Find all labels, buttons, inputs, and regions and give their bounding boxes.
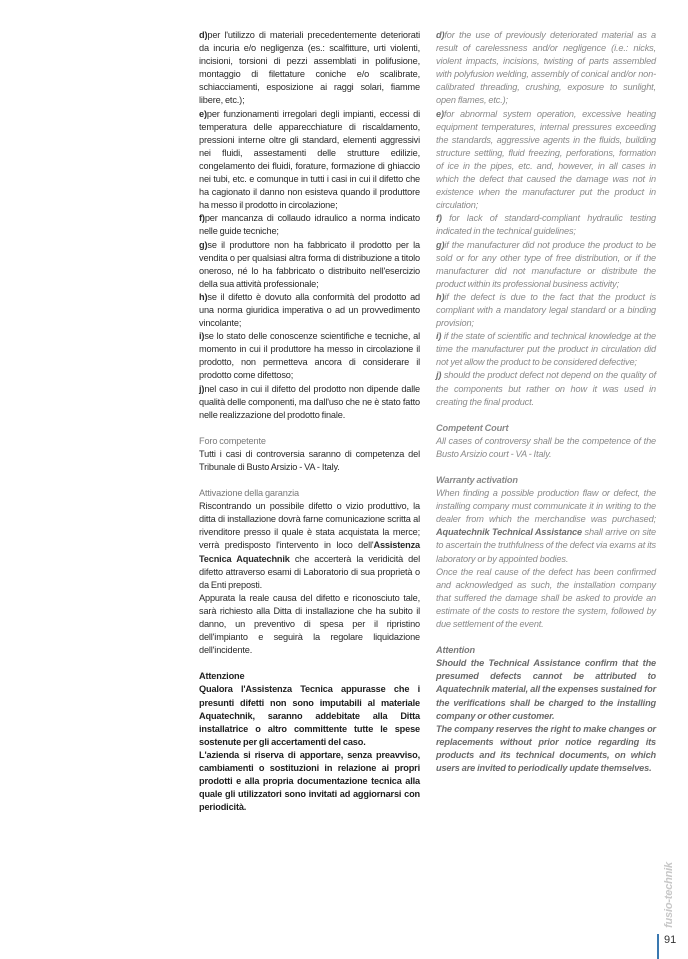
clause-d-it: [199, 29, 420, 108]
clause-j-it: [199, 383, 420, 422]
clause-j-en: [436, 369, 656, 408]
clause-text: se il difetto è dovuto alla conformità del prodotto ad una norma giuridica imperativa o ad un provvedimento vincolante;: [199, 291, 420, 329]
clause-key: d): [199, 30, 208, 40]
attention-heading: Attention: [436, 645, 475, 656]
clause-text: per funzionamenti irregolari degli impianti, eccessi di temperatura delle apparecchiature di riscaldamento, pressioni interne oltre gli standard, elementi aggressivi nei fluidi, assestamenti delle strutture edilizie, congelamento dei fluidi, forature, formazione di ghiaccio nei tubi, etc. e comunque in tutti i casi in cui il difetto che ha cagionato il danno non esisteva quando il produttore ha messo il prodotto in circolazione;: [199, 108, 420, 211]
clause-key: i): [199, 331, 205, 342]
attention-text-2: The company reserves the right to make changes or replacements without prior notice regarding its products and its technical documents, on which users are invited to periodically update themselves.: [436, 723, 656, 773]
clause-text: for lack of standard-compliant hydraulic testing indicated in the technical guidelines;: [436, 213, 656, 237]
attenzione-heading: Attenzione: [199, 671, 245, 682]
foro-text: Tutti i casi di controversia saranno di competenza del Tribunale di Busto Arsizio - VA - Italy.: [199, 448, 420, 472]
clause-key: g): [436, 239, 445, 250]
clause-key: j): [199, 383, 205, 394]
clause-h-en: [436, 291, 656, 330]
warranty-paragraph: [436, 487, 656, 566]
attivazione-text-3: Appurata la reale causa del difetto e riconosciuto tale, sarà richiesto alla Ditta di installazione che ha subito il danno, un preventivo di spesa per il ripristino dell'impianto e seguirà la regolare liquidazione dell'incidente.: [199, 592, 420, 656]
court-heading: Competent Court: [436, 422, 509, 433]
clause-text: per l'utilizzo di materiali precedentemente deteriorati da incuria e/o negligenza (es.: scalfitture, urti violenti, incisioni, torsioni di pezzi assemblati in polifusione, montaggio di filettature coniche e/o scalibrate, schiacciamenti, esposizione ai raggi solari, fiamme libere, etc.);: [199, 30, 420, 106]
clause-i-it: [199, 330, 420, 382]
italian-column: [199, 29, 420, 814]
warranty-text: When finding a possible production flaw or defect, the installing company must communicate it in writing to the dealer from which the merchandise was purchased;: [436, 488, 656, 525]
clause-text: se il produttore non ha fabbricato il prodotto per la vendita o per qualsiasi altra forma di distribuzione a titolo oneroso, né lo ha fabbricato o distribuito nell'esercizio della sua attività professionale;: [199, 239, 420, 289]
clause-key: e): [436, 108, 444, 119]
side-brand-logo: [658, 860, 680, 930]
attenzione-text-2: L'azienda si riserva di apportare, senza preavviso, cambiamenti o sostituzioni in relazione ai propri prodotti e alla propria documentazione tecnica alla quale gli utilizzatori sono invitati ad aggiornarsi con periodicità.: [199, 749, 420, 813]
page-number-rule: [657, 934, 659, 959]
warranty-text: shall arrive on site to ascertain the truthfulness of the defect via exams at its laboratory or by appointed bodies.: [436, 527, 656, 564]
warranty-text-3: Once the real cause of the defect has been confirmed and acknowledged as such, the installation company that suffered the damage shall be asked to provide an estimate of the costs to restore the system, followed by due settlement of the event.: [436, 566, 656, 630]
clause-e-it: [199, 108, 420, 213]
attivazione-heading: Attivazione della garanzia: [199, 488, 300, 499]
clause-key: i): [436, 331, 442, 342]
clause-key: d): [436, 30, 445, 40]
clause-e-en: [436, 108, 656, 213]
attivazione-bold: Assistenza Tecnica Aquatechnik: [199, 540, 420, 564]
clause-text: if the manufacturer did not produce the product to be sold or for any other type of free distribution, or if the manufacturer did not manufacture or distribute the product within its professional business activity;: [436, 239, 656, 289]
clause-key: h): [199, 291, 208, 302]
clause-key: f): [436, 213, 442, 224]
page-number: 91: [664, 934, 677, 946]
clause-text: for the use of previously deteriorated material as a result of carelessness and/or negligence (i.e.: nicks, violent impacts, incisions, twisting of parts assembled with polyfusion welding, assembly of conical and/or non-calibrated threading, crushing, exposure to sunlight, open flames, etc.);: [436, 30, 656, 106]
attivazione-text: che accerterà la veridicità del difetto attraverso esami di Laboratorio di sua proprietà o da Enti preposti.: [199, 553, 420, 590]
clause-i-en: [436, 330, 656, 369]
english-column: [436, 29, 656, 775]
clause-key: g): [199, 239, 208, 250]
clause-key: j): [436, 370, 442, 381]
clause-g-it: [199, 239, 420, 291]
clause-d-en: [436, 29, 656, 108]
clause-key: e): [199, 108, 207, 119]
court-text: All cases of controversy shall be the competence of the Busto Arsizio court - VA - Italy.: [436, 435, 656, 459]
clause-text: per mancanza di collaudo idraulico a norma indicato nelle guide tecniche;: [199, 213, 420, 237]
clause-f-en: [436, 212, 656, 238]
attivazione-text: Riscontrando un possibile difetto o vizio produttivo, la ditta di installazione dovrà farne comunicazione scritta al rivenditore presso il quale è stata acquistata la merce; verrà predisposto l'intervento in loco dell': [199, 501, 420, 551]
foro-heading: Foro competente: [199, 435, 266, 446]
warranty-bold: Aquatechnik Technical Assistance: [436, 527, 582, 538]
side-brand-text: fusio-technik: [663, 862, 675, 928]
clause-text: for abnormal system operation, excessive heating equipment temperatures, internal pressures exceeding the standards, aggressive agents in the fluids, building structure settling, fluid freezing, perforations, formation of ice in the pipes, etc. and, however, in all cases in which the defect that caused the damage was not in existence when the manufacturer put the product in circulation;: [436, 108, 656, 211]
clause-key: h): [436, 291, 445, 302]
clause-g-en: [436, 239, 656, 291]
warranty-heading: Warranty activation: [436, 475, 518, 485]
clause-text: if the defect is due to the fact that the product is compliant with a mandatory legal standard or a binding provision;: [436, 291, 656, 329]
clause-h-it: [199, 291, 420, 330]
clause-f-it: [199, 212, 420, 238]
attenzione-text-1: Qualora l'Assistenza Tecnica appurasse che i presunti difetti non sono imputabili al materiale Aquatechnik, saranno addebitate alla Ditta installatrice o altro committente tutte le spese sostenute per gli accertamenti del caso.: [199, 684, 420, 747]
clause-text: should the product defect not depend on the quality of the components but rather on how it was used in creating the final product.: [436, 370, 656, 407]
clause-text: if the state of scientific and technical knowledge at the time the manufacturer put the product in circulation did not yet allow the product to be considered defective;: [436, 331, 656, 368]
clause-key: f): [199, 213, 205, 224]
clause-text: se lo stato delle conoscenze scientifiche e tecniche, al momento in cui il produttore ha messo in circolazione il prodotto, non permetteva ancora di considerare il prodotto come difettoso;: [199, 331, 420, 381]
clause-text: nel caso in cui il difetto del prodotto non dipende dalle qualità delle componenti, ma dall'uso che ne è stato fatto nelle realizzazione del prodotto finale.: [199, 383, 420, 420]
attention-text-1: Should the Technical Assistance confirm that the presumed defects cannot be attributed to Aquatechnik material, all the expenses sustained for the verifications shall be charged to the installing company or other customer.: [436, 658, 656, 721]
attivazione-paragraph: [199, 500, 420, 592]
